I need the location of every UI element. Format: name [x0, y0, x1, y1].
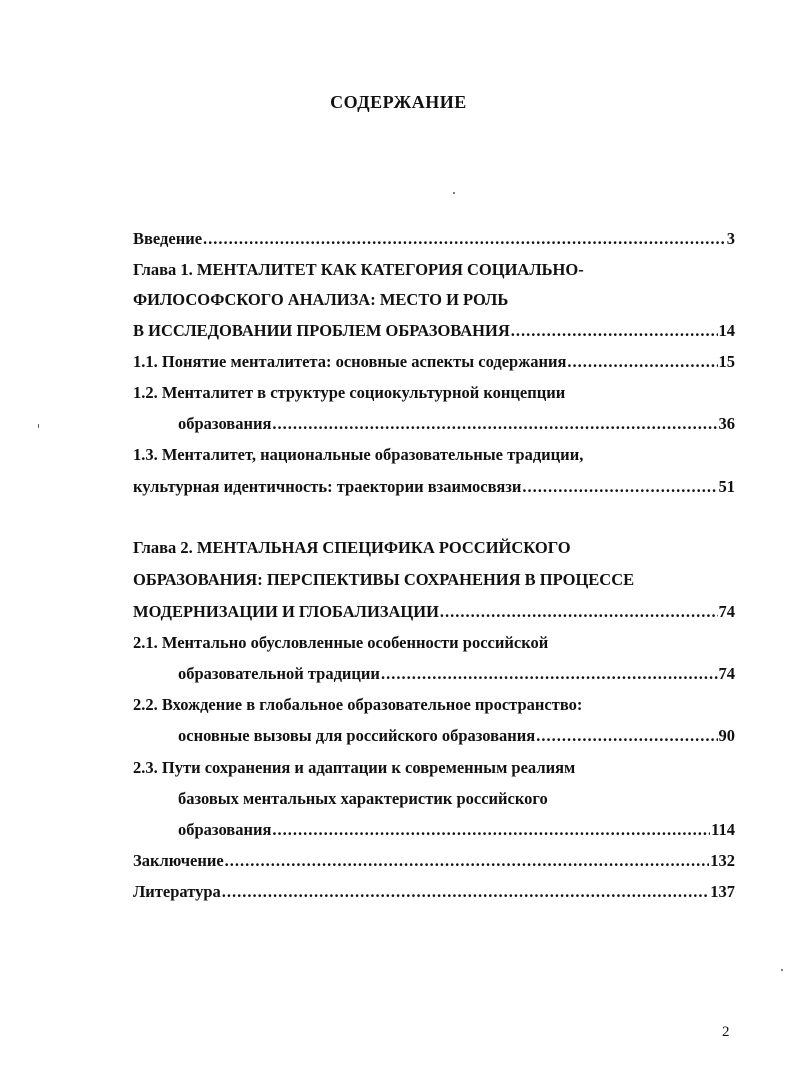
toc-entry-section-1-2-line-1[interactable] — [133, 380, 735, 406]
toc-leader — [222, 879, 709, 905]
toc-entry-text: МОДЕРНИЗАЦИИ И ГЛОБАЛИЗАЦИИ — [133, 602, 439, 621]
toc-entry-page: 74 — [718, 602, 735, 621]
toc-entry-text: Литература — [133, 882, 221, 901]
toc-entry-page: 3 — [726, 229, 735, 248]
toc-entry-text: образовательной традиции — [178, 664, 380, 683]
toc-entry-chapter-1-line-1[interactable] — [133, 257, 735, 283]
toc-entry-text: 2.2. Вхождение в глобальное образовательное пространство: — [133, 695, 583, 714]
toc-entry-page: 74 — [718, 664, 735, 683]
toc-leader — [381, 661, 718, 687]
toc-entry-text: ОБРАЗОВАНИЯ: ПЕРСПЕКТИВЫ СОХРАНЕНИЯ В ПРОЦЕССЕ — [133, 570, 635, 589]
toc-entry-section-2-1-line-1[interactable] — [133, 630, 735, 656]
toc-entry-section-2-2-line-2[interactable] — [178, 723, 735, 749]
scan-speck — [781, 969, 783, 971]
toc-entry-text: 1.3. Менталитет, национальные образовательные традиции, — [133, 445, 584, 464]
toc-leader — [511, 318, 718, 344]
toc-entry-section-2-3-line-1[interactable] — [133, 755, 735, 781]
toc-leader — [567, 349, 717, 375]
toc-entry-section-1-3-line-1[interactable] — [133, 442, 735, 468]
toc-leader — [225, 848, 710, 874]
toc-entry-section-1-2-line-2[interactable] — [178, 411, 735, 437]
toc-leader — [522, 474, 717, 500]
toc-leader — [272, 817, 710, 843]
toc-leader — [536, 723, 717, 749]
toc-entry-text: образования — [178, 820, 272, 839]
toc-entry-page: 36 — [718, 414, 735, 433]
toc-entry-section-2-3-line-2[interactable] — [178, 786, 735, 812]
toc-entry-text: ФИЛОСОФСКОГО АНАЛИЗА: МЕСТО И РОЛЬ — [133, 290, 509, 309]
toc-entry-chapter-2-line-2[interactable] — [133, 567, 735, 593]
toc-entry-text: Заключение — [133, 851, 224, 870]
toc-title: СОДЕРЖАНИЕ — [330, 92, 467, 112]
toc-entry-text: Глава 2. МЕНТАЛЬНАЯ СПЕЦИФИКА РОССИЙСКОГО — [133, 538, 571, 557]
toc-entry-introduction[interactable] — [133, 226, 735, 252]
toc-entry-page: 51 — [718, 477, 735, 496]
toc-entry-text: образования — [178, 414, 272, 433]
toc-entry-page: 14 — [718, 321, 735, 340]
toc-leader — [203, 226, 726, 252]
toc-entry-text: Глава 1. МЕНТАЛИТЕТ КАК КАТЕГОРИЯ СОЦИАЛЬНО- — [133, 260, 584, 279]
toc-entry-bibliography[interactable] — [133, 879, 735, 905]
toc-entry-text: 2.1. Ментально обусловленные особенности российской — [133, 633, 549, 652]
toc-entry-page: 137 — [710, 882, 735, 901]
toc-entry-text: 1.2. Менталитет в структуре социокультурной концепции — [133, 383, 566, 402]
toc-entry-section-2-1-line-2[interactable] — [178, 661, 735, 687]
page-number: 2 — [722, 1024, 730, 1040]
toc-entry-text: В ИССЛЕДОВАНИИ ПРОБЛЕМ ОБРАЗОВАНИЯ — [133, 321, 510, 340]
toc-leader — [440, 599, 718, 625]
toc-entry-section-1-1[interactable] — [133, 349, 735, 375]
scan-speck — [453, 192, 455, 194]
toc-entry-section-1-3-line-2[interactable] — [133, 474, 735, 500]
toc-entry-page: 114 — [711, 820, 735, 839]
toc-entry-chapter-2-line-1[interactable] — [133, 535, 735, 561]
toc-entry-text: культурная идентичность: траектории взаимосвязи — [133, 477, 522, 496]
toc-entry-section-2-2-line-1[interactable] — [133, 692, 735, 718]
toc-entry-conclusion[interactable] — [133, 848, 735, 874]
toc-entry-text: 2.3. Пути сохранения и адаптации к современным реалиям — [133, 758, 576, 777]
toc-entry-text: Введение — [133, 229, 203, 248]
toc-leader — [272, 411, 717, 437]
toc-entry-chapter-2-line-3[interactable] — [133, 599, 735, 625]
toc-entry-section-2-3-line-3[interactable] — [178, 817, 735, 843]
toc-entry-text: 1.1. Понятие менталитета: основные аспекты содержания — [133, 352, 567, 371]
toc-entry-chapter-1-line-2[interactable] — [133, 287, 735, 313]
toc-entry-page: 90 — [718, 726, 735, 745]
toc-entry-chapter-1-line-3[interactable] — [133, 318, 735, 344]
toc-entry-text: базовых ментальных характеристик российского — [178, 789, 548, 808]
toc-entry-page: 15 — [718, 352, 735, 371]
scan-speck — [38, 424, 39, 428]
toc-entry-text: основные вызовы для российского образования — [178, 726, 536, 745]
toc-entry-page: 132 — [710, 851, 735, 870]
